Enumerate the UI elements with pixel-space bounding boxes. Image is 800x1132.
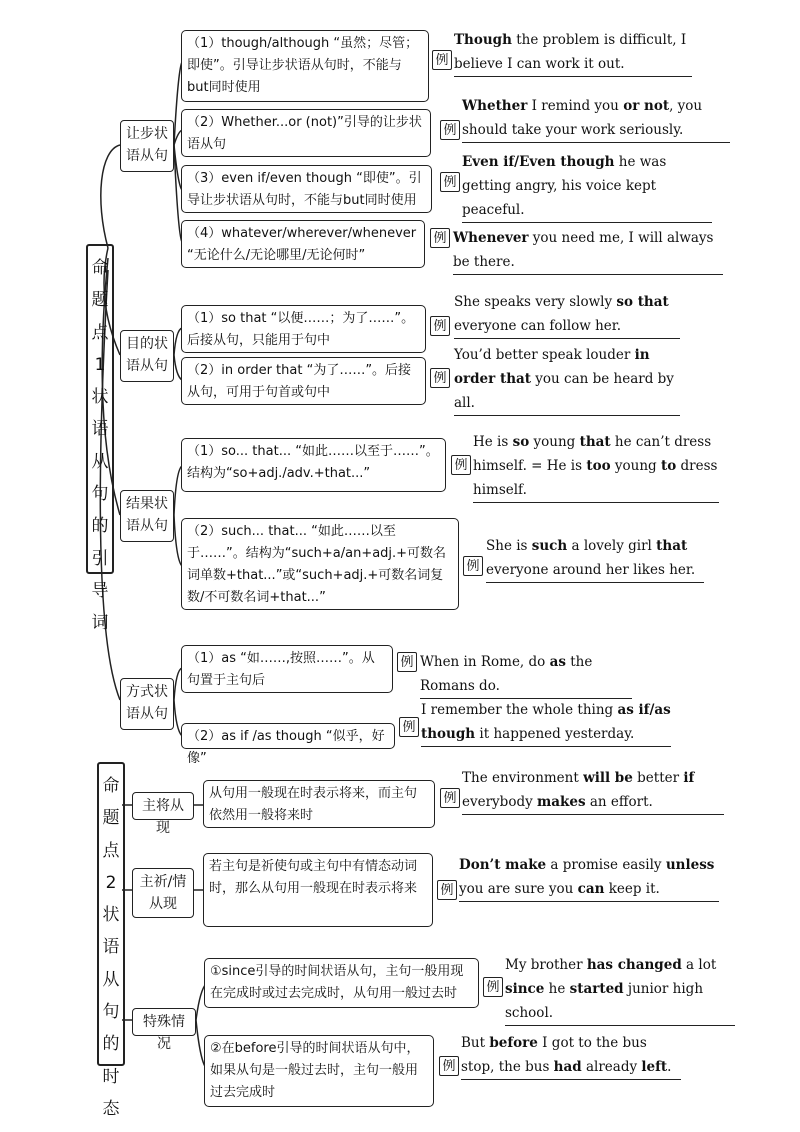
example-badge: 例 [440, 120, 460, 140]
example-special-before [461, 1031, 681, 1080]
rule-manner-1: （1）as “如……,按照……”。从句置于主句后 [181, 645, 393, 693]
example-purpose-1 [454, 290, 680, 339]
rule-result-1: （1）so... that... “如此……以至于……”。结构为“so+adj./adv.+that...” [181, 438, 446, 492]
example-text: he can’t dress himself. = He is [473, 434, 712, 474]
title-char: 1 [94, 354, 106, 375]
title-char: 的 [102, 1034, 120, 1055]
example-text: I got to the bus stop, the bus [461, 1035, 647, 1075]
rule-concession-4: （4）whatever/wherever/whenever “无论什么/无论哪里/无论何时” [181, 220, 425, 268]
example-keyword: left [641, 1059, 668, 1075]
example-keyword: that [656, 538, 688, 554]
example-badge: 例 [432, 50, 452, 70]
example-text: young [529, 434, 580, 450]
example-text: You’d better speak louder [454, 347, 635, 363]
title-char: 点 [102, 840, 120, 861]
example-keyword: so [512, 434, 530, 450]
rule-concession-2: （2）Whether...or (not)”引导的让步状语从句 [181, 109, 431, 157]
category-purpose: 目的状语从句 [120, 330, 174, 382]
example-text: everybody [462, 794, 538, 810]
example-keyword: to [660, 458, 677, 474]
example-keyword: Whenever [453, 230, 529, 246]
title-char: 状 [102, 905, 120, 926]
example-text: everyone around her likes her. [486, 562, 696, 578]
example-badge: 例 [440, 172, 460, 192]
title-char: 状 [91, 387, 109, 408]
example-concession-3 [462, 150, 712, 223]
example-keyword: too [586, 458, 611, 474]
example-keyword: as [549, 654, 566, 670]
rule-purpose-2: （2）in order that “为了……”。后接从句，可用于句首或句中 [181, 357, 426, 405]
example-text: She speaks very slowly [454, 294, 617, 310]
example-text: . [667, 1059, 672, 1075]
example-badge: 例 [430, 228, 450, 248]
category-special: 特殊情况 [132, 1008, 196, 1036]
section2-title [97, 762, 125, 1119]
example-text: an effort. [585, 794, 653, 810]
example-text: The environment [462, 770, 584, 786]
title-char: 语 [91, 419, 109, 440]
example-keyword: started [569, 981, 624, 997]
example-keyword: in order that [454, 347, 650, 387]
example-text: My brother [505, 957, 587, 973]
example-main-future [462, 766, 724, 815]
title-char: 态 [102, 1098, 120, 1119]
example-keyword: such [531, 538, 568, 554]
rule-purpose-1: （1）so that “以便……；为了……”。后接从句，只能用于句中 [181, 305, 426, 353]
example-badge: 例 [440, 788, 460, 808]
example-text: young [610, 458, 661, 474]
example-text: junior high school. [505, 981, 704, 1021]
example-keyword: makes [537, 794, 586, 810]
example-text: the problem is difficult, I believe I can work it out. [454, 32, 687, 72]
example-text: She is [486, 538, 532, 554]
category-concession: 让步状语从句 [120, 120, 174, 172]
example-manner-1 [420, 650, 632, 699]
example-text: already [581, 1059, 642, 1075]
example-concession-2 [462, 94, 730, 143]
example-text: he was getting angry, his voice kept peaceful. [462, 154, 667, 218]
example-special-since [505, 953, 735, 1026]
rule-main-future: 从句用一般现在时表示将来，而主句依然用一般将来时 [203, 780, 435, 828]
rule-result-2: （2）such... that... “如此……以至于……”。结构为“such+a/an+adj.+可数名词单数+that...”或“such+adj.+可数名词复数/不可数名词+that...” [181, 518, 459, 610]
example-result-2 [486, 534, 704, 583]
rule-imperative-modal: 若主句是祈使句或主句中有情态动词时，那么从句用一般现在时表示将来 [203, 853, 433, 927]
example-keyword: Though [454, 32, 512, 48]
example-keyword: Even if/Even though [462, 154, 615, 170]
example-concession-4 [453, 226, 723, 275]
example-keyword: before [489, 1035, 538, 1051]
example-keyword: can [577, 881, 605, 897]
example-text: He is [473, 434, 513, 450]
category-result: 结果状语从句 [120, 490, 174, 542]
rule-special-since: ①since引导的时间状语从句，主句一般用现在完成时或过去完成时，从句用一般过去时 [204, 958, 479, 1008]
example-keyword: unless [665, 857, 715, 873]
rule-concession-1: （1）though/although “虽然；尽管；即使”。引导让步状语从句时，不能与but同时使用 [181, 30, 429, 102]
example-keyword: since [505, 981, 545, 997]
example-keyword: or not [623, 98, 670, 114]
title-char: 的 [91, 516, 109, 537]
example-badge: 例 [399, 717, 419, 737]
example-purpose-2 [454, 343, 680, 416]
example-result-1 [473, 430, 719, 503]
title-char: 句 [102, 1002, 120, 1023]
category-main-future: 主将从现 [132, 792, 194, 820]
example-keyword: had [553, 1059, 582, 1075]
section1-title [86, 244, 114, 634]
example-text: he [544, 981, 570, 997]
example-keyword: if [683, 770, 695, 786]
example-text: I remind you [527, 98, 624, 114]
example-text: dress himself. [473, 458, 718, 498]
example-text: When in Rome, do [420, 654, 550, 670]
rule-concession-3: （3）even if/even though “即使”。引导让步状语从句时，不能与but同时使用 [181, 165, 432, 213]
example-badge: 例 [451, 455, 471, 475]
example-concession-1 [454, 28, 692, 77]
example-badge: 例 [430, 368, 450, 388]
example-text: keep it. [604, 881, 660, 897]
title-char: 点 [91, 322, 109, 343]
example-keyword: as if/as though [421, 702, 671, 742]
example-keyword: so that [616, 294, 669, 310]
example-badge: 例 [437, 880, 457, 900]
title-char: 词 [91, 613, 109, 634]
category-imperative-modal: 主祈/情从现 [132, 868, 194, 918]
example-text: better [632, 770, 684, 786]
category-manner: 方式状语从句 [120, 678, 174, 730]
title-char: 时 [102, 1066, 120, 1087]
example-text: the Romans do. [420, 654, 593, 694]
example-keyword: will be [583, 770, 633, 786]
example-text: you can be heard by all. [454, 371, 674, 411]
title-char: 语 [102, 937, 120, 958]
title-char: 题 [102, 808, 120, 829]
example-badge: 例 [439, 1056, 459, 1076]
title-char: 引 [91, 548, 109, 569]
title-char: 题 [91, 290, 109, 311]
example-badge: 例 [430, 316, 450, 336]
rule-special-before: ②在before引导的时间状语从句中，如果从句是一般过去时，主句一般用过去完成时 [204, 1035, 434, 1107]
example-badge: 例 [397, 652, 417, 672]
example-text: a lot [681, 957, 717, 973]
title-char: 2 [105, 872, 117, 893]
example-manner-2 [421, 698, 671, 747]
example-badge: 例 [463, 556, 483, 576]
example-keyword: Don’t make [459, 857, 547, 873]
example-text: you need me, I will always be there. [453, 230, 714, 270]
example-text: you are sure you [459, 881, 578, 897]
example-text: a promise easily [546, 857, 666, 873]
title-char: 命 [91, 258, 109, 278]
example-badge: 例 [483, 977, 503, 997]
title-char: 命 [102, 776, 120, 796]
example-keyword: that [579, 434, 611, 450]
example-text: But [461, 1035, 490, 1051]
example-text: , you should take your work seriously. [462, 98, 703, 138]
example-text: everyone can follow her. [454, 318, 622, 334]
example-imperative-modal [459, 853, 719, 902]
example-text: I remember the whole thing [421, 702, 618, 718]
example-keyword: has changed [586, 957, 682, 973]
title-char: 导 [91, 580, 109, 601]
title-char: 从 [102, 969, 120, 990]
rule-manner-2: （2）as if /as though “似乎，好像” [181, 723, 395, 749]
example-keyword: Whether [462, 98, 528, 114]
title-char: 从 [91, 451, 109, 472]
title-char: 句 [91, 484, 109, 505]
example-text: it happened yesterday. [475, 726, 635, 742]
example-text: a lovely girl [567, 538, 657, 554]
